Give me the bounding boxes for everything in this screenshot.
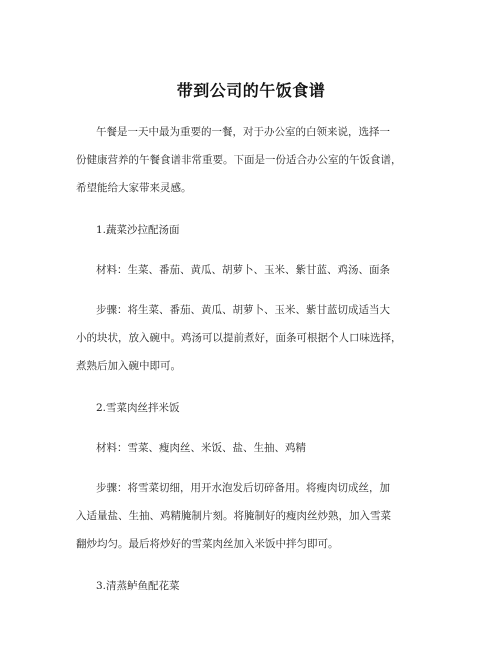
recipe-1-materials: 材料：生菜、番茄、黄瓜、胡萝卜、玉米、紫甘蓝、鸡汤、面条 (96, 264, 390, 276)
recipe-2-heading: 2.雪菜肉丝拌米饭 (96, 402, 180, 414)
intro-line-3: 希望能给大家带来灵感。 (76, 182, 192, 194)
recipe-1-heading: 1.蔬菜沙拉配汤面 (96, 224, 180, 236)
recipe-2-materials: 材料：雪菜、瘦肉丝、米饭、盐、生抽、鸡精 (96, 442, 306, 454)
recipe-1-steps-line-1: 步骤：将生菜、番茄、黄瓜、胡萝卜、玉米、紫甘蓝切成适当大 (96, 304, 390, 316)
intro-line-2: 份健康营养的午餐食谱非常重要。下面是一份适合办公室的午饭食谱， (76, 154, 402, 166)
recipe-2-steps-line-3: 翻炒均匀。最后将炒好的雪菜肉丝加入米饭中拌匀即可。 (76, 538, 339, 550)
intro-line-1: 午餐是一天中最为重要的一餐，对于办公室的白领来说，选择一 (96, 126, 390, 138)
recipe-2-steps-line-1: 步骤：将雪菜切细，用开水泡发后切碎备用。将瘦肉切成丝，加 (96, 482, 390, 494)
document-title: 带到公司的午饭食谱 (176, 81, 326, 100)
recipe-3-heading: 3.清蒸鲈鱼配花菜 (96, 580, 180, 592)
recipe-2-steps-line-2: 入适量盐、生抽、鸡精腌制片刻。将腌制好的瘦肉丝炒熟，加入雪菜 (76, 510, 391, 522)
recipe-1-steps-line-3: 煮熟后加入碗中即可。 (76, 360, 181, 372)
recipe-1-steps-line-2: 小的块状，放入碗中。鸡汤可以提前煮好，面条可根据个人口味选择， (76, 332, 402, 344)
